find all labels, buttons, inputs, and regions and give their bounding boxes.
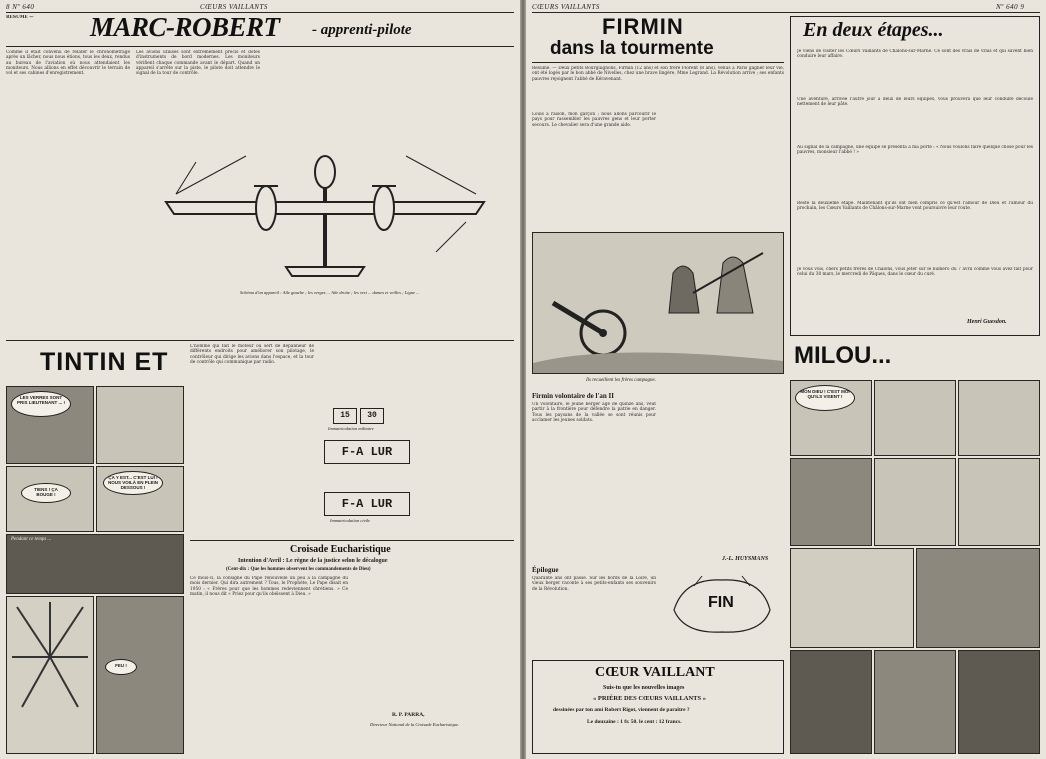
volunteer-title: Firmin volontaire de l'an II	[532, 392, 614, 400]
right-page	[526, 0, 1046, 759]
croisade-subtitle: Intention d'Avril : Le règne de la justice selon le décalogue	[238, 558, 388, 564]
croisade-column-2	[356, 576, 514, 706]
firmin-title-2: dans la tourmente	[550, 38, 714, 59]
article-column-1: Comme il était convenu de relater le chronométrage après un lâcher, nous nous étions, tous les deux, rendus au bureau de l'aviation où nous attendaient les moniteurs. Nous allions en effet découvrir le terrain de vol et ses cabines d'enregistrement.	[6, 50, 130, 77]
resume-text	[6, 15, 66, 45]
left-running-title: CŒURS VAILLANTS	[200, 3, 268, 11]
ad-subtitle-3: dessinées par ton ami Robert Rigot, viennent de paraître ?	[553, 707, 690, 713]
milou-panel-6	[958, 458, 1040, 546]
deux-etapes-title: En deux étapes...	[803, 19, 944, 41]
ad-subtitle-2: « PRIÈRE DES CŒURS VAILLANTS »	[593, 695, 706, 702]
milou-panel-11	[958, 650, 1040, 754]
comic-header	[6, 344, 184, 384]
title-rule	[6, 46, 514, 47]
left-page	[0, 0, 520, 759]
milou-balloon-1: MON DIEU ! C'EST MOI QU'ILS VISENT !	[795, 385, 855, 411]
article-column-4b	[396, 302, 514, 338]
milou-comic-strip	[790, 342, 1040, 754]
milou-panel-9	[790, 650, 872, 754]
article-column-2b	[136, 302, 260, 338]
milou-panel-10	[874, 650, 956, 754]
deux-etapes-paragraph-4: Reste la deuxième étape. Maintenant qu'ils ont bien compris ce qu'est l'amour de Dieu et l'amour du prochain, les Cœurs Vaillants de Châlons-sur-Marne vont poursuivre leur route.	[797, 201, 1033, 212]
mid-rule	[6, 340, 514, 341]
comic-title: TINTIN ET	[40, 348, 169, 376]
airplane-schematic-icon	[136, 142, 514, 287]
tintin-comic-strip	[6, 344, 184, 754]
comic-panel-3	[6, 466, 94, 532]
fa-caption-2: Immatriculation civile	[330, 518, 371, 523]
firmin-caption: Ils recueillent les frères campagne.	[586, 378, 657, 383]
lower-article-column-3	[418, 344, 514, 534]
volunteer-column-1: Un volontaire, le jeune berger âgé de quinze ans, veut partir à la frontière pour défendre la patrie en danger. Tous les paysans de la vallée se sont réunis pour acclamer les jeunes soldats.	[532, 402, 656, 423]
airplane-caption: Schéma d'un appareil : Aile gauche ; les verges ... Aile droite ; les vert ... dames et veilles ; Ligne ...	[240, 290, 420, 295]
ad-subtitle: Suis-tu que les nouvelles images	[603, 685, 685, 691]
deux-etapes-signature: Henri Guesdon.	[967, 319, 1007, 325]
milou-panel-7	[790, 548, 914, 648]
number-badge-1: 15	[333, 408, 357, 424]
comic-balloon-1: LES VERRES SONT PRIS LIEUTENANT ... !	[11, 391, 71, 417]
battle-scene-icon	[533, 233, 783, 373]
epilogue-text: Quarante ans ont passé. Sur les bords de la Loire, un vieux berger raconte à ses petits-enfants ses souvenirs de la Révolution.	[532, 576, 656, 592]
milou-panel-2	[874, 380, 956, 456]
volunteer-column-2	[660, 392, 784, 552]
milou-title: MILOU...	[794, 342, 892, 369]
article-column-4	[396, 50, 514, 140]
firmin-column-2	[660, 112, 784, 230]
number-badge-2: 30	[360, 408, 384, 424]
right-page-number: Nº 640 9	[996, 3, 1025, 11]
comic-balloon-2: TIENS ! ÇA BOUGE !	[21, 483, 71, 503]
croisade-rule	[190, 540, 514, 541]
article-column-3b	[266, 302, 390, 338]
title-side-note	[418, 15, 514, 43]
right-top-rule	[532, 12, 1040, 13]
comic-panel-2	[96, 386, 184, 464]
firmin-title-1: FIRMIN	[602, 14, 684, 39]
milou-panel-8	[916, 548, 1040, 648]
comic-balloon-4: FEU !	[105, 659, 137, 675]
deux-etapes-paragraph-3: Au signal de la campagne, une équipe se présenta à ma porte : « Nous voulons faire quelque chose pour les pauvres, monsieur l'abbé ! »	[797, 145, 1033, 156]
milou-panel-1	[790, 380, 872, 456]
firmin-signature: J.-L. HUYSMANS	[722, 556, 769, 562]
comic-panel-6	[6, 596, 94, 754]
croisade-signature: R. P. PARRA,	[392, 712, 425, 718]
ad-title: CŒUR VAILLANT	[595, 665, 715, 680]
milou-panel-3	[958, 380, 1040, 456]
croisade-column-1: Ce mois-ci, la consigne du Pape renouvelle un peu à la campagne du mois dernier. Qui dira autrement ? Tous, le Prophète, Le Pape disait en 1950 : « Frères pour que les hommes redeviennent chrétiens. » Ce matin, il nous dit « Priez pour qu'ils obéissent à Dieu. »	[190, 576, 348, 597]
deux-etapes-box	[790, 16, 1040, 336]
registration-plate-1: F-A LUR	[324, 440, 410, 464]
right-running-title: CŒURS VAILLANTS	[532, 3, 600, 11]
firmin-column-1: Louis a raison, mon garçon ; nous allons parcourir le pays pour rassembler les pauvres gens et leur porter secours. Le chevalier sera d'une grande aide.	[532, 112, 656, 128]
croisade-role: Directeur National de la Croisade Eucharistique.	[370, 722, 460, 727]
croisade-title: Croisade Eucharistique	[290, 544, 391, 555]
milou-panel-4	[790, 458, 872, 546]
lower-article-column-2	[320, 344, 412, 404]
croisade-subtitle-2: (Cent-dix : Que les hommes observent les commandements de Dieu)	[226, 567, 371, 572]
article-column-3	[266, 50, 390, 140]
comic-balloon-3: ÇA Y EST... C'EST LUI ! NOUS VOILÀ EN PLEIN DESSOUS !	[103, 471, 163, 495]
resume-label: RÉSUMÉ —	[6, 15, 34, 20]
main-title: MARC-ROBERT	[90, 12, 280, 42]
epilogue-title: Épilogue	[532, 566, 559, 574]
article-column-2: Les avions utilisés sont extrêmement précis et dotés d'instruments de bord modernes. Les moniteurs vérifient chaque commande avant le départ. Quand un appareil s'arrête sur la piste, le pilote doit attendre le signal de la tour de contrôle.	[136, 50, 260, 77]
milou-intro	[960, 344, 1038, 370]
main-subtitle: - apprenti-pilote	[312, 22, 412, 38]
firmin-illustration	[532, 232, 784, 374]
deux-etapes-paragraph-2: Une aventure, arrivée l'autre jour à deux de leurs équipes, vous prouvera que leur conduite découle nettement de leur pâte.	[797, 97, 1033, 108]
ad-price: Le douzaine : 1 fr. 50. le cent : 12 francs.	[587, 719, 682, 725]
fin-badge-text: FIN	[708, 594, 734, 611]
milou-panel-5	[874, 458, 956, 546]
comic-caption: Pendant ce temps ...	[11, 537, 52, 542]
fa-caption-1: Immatriculation militaire	[328, 426, 374, 431]
comic-panel-7	[96, 596, 184, 754]
firmin-intro: Résumé. — Deux petits Bourguignons, Firmin (12 ans) et son frère Florent (8 ans), venus à Paris gagner leur vie, ont été logés par le bon abbé de Nivelles, chez une brave lingère, Mme Legrand. La Révolution arrive ; ses enfants pauvres rejoignent l'abbé de Kéravenant.	[532, 66, 784, 82]
comic-panel-1	[6, 386, 94, 464]
comic-panel-5	[6, 534, 184, 594]
deux-etapes-paragraph-1: Je viens de visiter les Cœurs Vaillants de Châlons-sur-Marne. Ce sont des vrais de vrais et qui savent bien conduire leur affaire.	[797, 49, 1033, 60]
searchlight-burst-icon	[7, 597, 93, 753]
deux-etapes-paragraph-5: Je vous vois, chers petits frères de Châlons, vous jeter sur le numéro du 7 avril comme vous avez fait pour celui du 30 mars, le mercredi de Pâques, dans le cœur du curé.	[797, 267, 1033, 278]
comic-panel-4	[96, 466, 184, 532]
lower-article-column-1: L'homme qui fait le moteur ou sert de dépanneur de différents endroits pour améliorer son pilotage, le contrôleur qui dirige les avions dans l'espace, et la tour de contrôle qui communique par radio.	[190, 344, 314, 365]
coeur-vaillant-ad	[532, 660, 784, 754]
left-page-number: 8 Nº 640	[6, 3, 35, 11]
registration-plate-2: F-A LUR	[324, 492, 410, 516]
firmin-title-rule	[532, 62, 784, 63]
